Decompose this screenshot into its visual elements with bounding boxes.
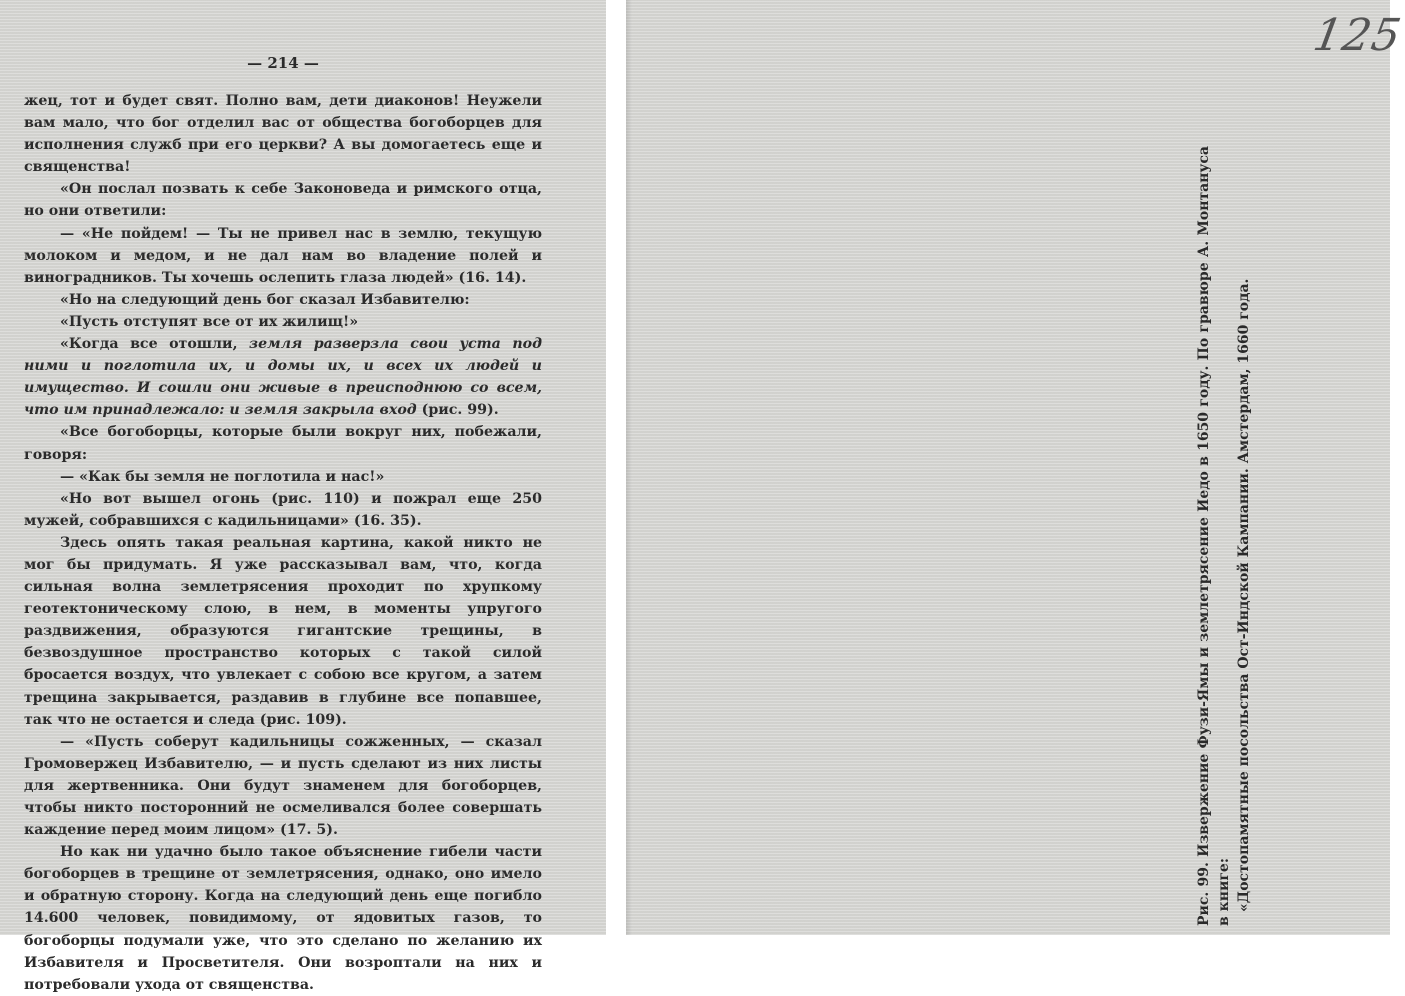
paragraph — [24, 333, 542, 421]
caption-line: «Достопамятные посольства Ост-Индской Кампании. Амстердам, 1660 года. — [1236, 278, 1252, 912]
paragraph: — «Пусть соберут кадильницы сожженных, — сказал Громовержец Избавителю, — и пусть сделают из них листы для жертвенника. Они будут знаменем для богоборцев, чтобы никто посторонний не осмеливался более совершать каждение перед моим лицом» (17. 5). — [24, 733, 542, 839]
paragraph: «Но вот вышел огонь (рис. 110) и пожрал еще 250 мужей, собравшихся с кадильницами» (16. 35). — [24, 490, 542, 529]
paragraph: «Все богоборцы, которые были вокруг них, побежали, говоря: — [24, 424, 542, 463]
paragraph: «Он послал позвать к себе Законоведа и римского отца, но они ответили: — [24, 181, 542, 220]
left-page — [0, 0, 606, 993]
caption-line: Рис. 99. Извержение Фузи-Ямы и землетрясение Иедо в 1650 году. По гравюре А. Монтануса в книге: — [1196, 146, 1232, 926]
page-gutter — [606, 0, 626, 935]
paragraph-text: «Когда все отошли, — [60, 336, 250, 353]
paragraph: «Пусть отступят все от их жилищ!» — [60, 313, 359, 330]
handwritten-folio-number: 125 — [1309, 10, 1405, 61]
paragraph: жец, тот и будет свят. Полно вам, дети диаконов! Неужели вам мало, что бог отделил вас от общества богоборцев для исполнения служб при его церкви? А вы домогаетесь еще и священства! — [24, 93, 542, 176]
figure-reference: (рис. 99). — [416, 402, 499, 419]
paragraph: «Но на следующий день бог сказал Избавителю: — [60, 291, 470, 308]
paragraph: Здесь опять такая реальная картина, какой никто не мог бы придумать. Я уже рассказывал вам, что, когда сильная волна землетрясения проходит по хрупкому геотектоническому слою, в нем, в моменты упругого раздвижения, образуются гигантские трещины, в безвоздушное пространство которых с такой силой бросается воздух, что увлекает с собою все кругом, а затем трещина закрывается, раздавив в глубине все попавшее, так что не остается и следа (рис. 109). — [24, 534, 542, 728]
paragraph: Но как ни удачно было такое объяснение гибели части богоборцев в трещине от землетрясения, однако, оно имело и обратную сторону. Когда на следующий день еще погибло 14.600 человек, повидимому, от ядовитых газов, то богоборцы подумали уже, что это сделано по желанию их Избавителя и Просветителя. Они возроптали на них и потребовали ухода от священства. — [24, 844, 542, 993]
paragraph: — «Как бы земля не поглотила и нас!» — [60, 468, 385, 485]
italic-quote: земля разверзла свои уста под ними и поглотила их, и домы их, и всех их людей и имущество. И сошли они живые в преисподнюю со всем, что им принадлежало: и земля закрыла вход — [24, 336, 542, 419]
page-edge-shadow — [626, 0, 632, 935]
right-page — [626, 0, 1405, 935]
page-number: — 214 — — [247, 54, 319, 72]
paragraph: — «Не пойдем! — Ты не привел нас в землю, текущую молоком и медом, и не дал нам во владение полей и виноградников. Ты хочешь ослепить глаза людей» (16. 14). — [24, 225, 542, 286]
figure-caption — [1194, 146, 1254, 926]
body-text — [24, 90, 542, 996]
